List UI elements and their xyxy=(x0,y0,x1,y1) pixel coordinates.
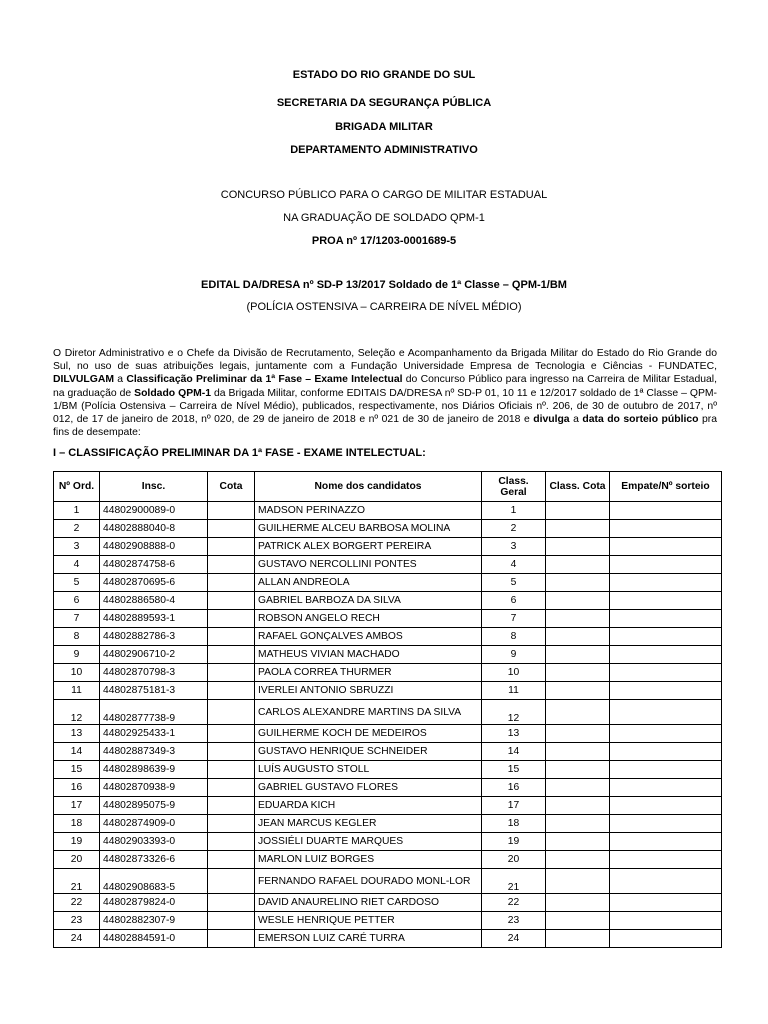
table-row xyxy=(54,815,722,833)
table-row xyxy=(54,664,722,682)
cell-nome: GUILHERME KOCH DE MEDEIROS xyxy=(255,725,482,743)
cell-empate xyxy=(610,743,722,761)
cell-insc: 44802895075-9 xyxy=(100,797,208,815)
cell-empate xyxy=(610,851,722,869)
intro-paragraph: O Diretor Administrativo e o Chefe da Divisão de Recrutamento, Seleção e Acompanhamento da Brigada Militar do Estado do Rio Grande do Sul, no uso de suas atribuições legais, juntamente com a Fundação Universidade Empresa de Tecnologia e Ciências - FUNDATEC, DILVULGAM a Classificação Preliminar da 1ª Fase – Exame Intelectual do Concurso Público para ingresso na Carreira de Militar Estadual, na graduação de Soldado QPM-1 da Brigada Militar, conforme EDITAIS DA/DRESA nº SD-P 01, 10 11 e 12/2017 soldado de 1ª Classe – QPM-1/BM (Polícia Ostensiva – Carreira de Nível Médio), publicados, respectivamente, nos Diários Oficiais nº. 206, de 30 de outubro de 2017, nº 012, de 17 de janeiro de 2018, nº 020, de 29 de janeiro de 2018 e nº 021 de 30 de janeiro de 2018 e divulga a data do sorteio público pra fins de desempate: xyxy=(53,348,717,439)
cell-insc: 44802884591-0 xyxy=(100,930,208,948)
cell-ccota xyxy=(546,833,610,851)
classification-table xyxy=(53,471,722,948)
cell-geral: 23 xyxy=(482,912,546,930)
cell-ord: 14 xyxy=(54,743,100,761)
cell-geral: 20 xyxy=(482,851,546,869)
cell-insc: 44802870695-6 xyxy=(100,574,208,592)
cell-cota xyxy=(208,538,255,556)
table-row xyxy=(54,779,722,797)
cell-nome: WESLE HENRIQUE PETTER xyxy=(255,912,482,930)
cell-ord: 23 xyxy=(54,912,100,930)
cell-ord: 10 xyxy=(54,664,100,682)
cell-ccota xyxy=(546,743,610,761)
section-title: I – CLASSIFICAÇÃO PRELIMINAR DA 1ª FASE - EXAME INTELECTUAL: xyxy=(53,447,426,459)
cell-cota xyxy=(208,894,255,912)
cell-cota xyxy=(208,520,255,538)
cell-ccota xyxy=(546,682,610,700)
table-row xyxy=(54,700,722,725)
cell-cota xyxy=(208,682,255,700)
cell-nome: IVERLEI ANTONIO SBRUZZI xyxy=(255,682,482,700)
cell-ccota xyxy=(546,556,610,574)
cell-geral: 15 xyxy=(482,761,546,779)
cell-empate xyxy=(610,700,722,725)
cell-ccota xyxy=(546,930,610,948)
cell-ord: 8 xyxy=(54,628,100,646)
cell-ord: 17 xyxy=(54,797,100,815)
table-row xyxy=(54,869,722,894)
cell-nome: GUSTAVO HENRIQUE SCHNEIDER xyxy=(255,743,482,761)
cell-nome: FERNANDO RAFAEL DOURADO MONL-LOR xyxy=(255,869,482,894)
cell-ord: 9 xyxy=(54,646,100,664)
cell-nome: CARLOS ALEXANDRE MARTINS DA SILVA xyxy=(255,700,482,725)
cell-insc: 44802882786-3 xyxy=(100,628,208,646)
cell-ord: 1 xyxy=(54,502,100,520)
cell-empate xyxy=(610,779,722,797)
cell-cota xyxy=(208,574,255,592)
cell-cota xyxy=(208,592,255,610)
cell-insc: 44802908888-0 xyxy=(100,538,208,556)
table-row xyxy=(54,725,722,743)
cell-cota xyxy=(208,930,255,948)
cell-ord: 22 xyxy=(54,894,100,912)
cell-cota xyxy=(208,502,255,520)
cell-nome: ROBSON ANGELO RECH xyxy=(255,610,482,628)
header-cota: Cota xyxy=(208,472,255,502)
cell-nome: MADSON PERINAZZO xyxy=(255,502,482,520)
cell-ccota xyxy=(546,700,610,725)
cell-ord: 21 xyxy=(54,869,100,894)
table-row xyxy=(54,592,722,610)
cell-ccota xyxy=(546,761,610,779)
header-insc: Insc. xyxy=(100,472,208,502)
cell-cota xyxy=(208,610,255,628)
table-row xyxy=(54,833,722,851)
concurso-line-2: NA GRADUAÇÃO DE SOLDADO QPM-1 xyxy=(283,212,485,224)
state-title: ESTADO DO RIO GRANDE DO SUL xyxy=(292,69,476,81)
brigade-title: BRIGADA MILITAR xyxy=(335,121,433,133)
table-header-row xyxy=(54,472,722,502)
cell-ccota xyxy=(546,520,610,538)
cell-nome: MATHEUS VIVIAN MACHADO xyxy=(255,646,482,664)
cell-insc: 44802870938-9 xyxy=(100,779,208,797)
cell-nome: EMERSON LUIZ CARÉ TURRA xyxy=(255,930,482,948)
cell-ord: 13 xyxy=(54,725,100,743)
cell-cota xyxy=(208,664,255,682)
cell-empate xyxy=(610,664,722,682)
header-empate: Empate/Nº sorteio xyxy=(610,472,722,502)
header-class-cota: Class. Cota xyxy=(546,472,610,502)
table-row xyxy=(54,743,722,761)
cell-ord: 4 xyxy=(54,556,100,574)
secretariat-title: SECRETARIA DA SEGURANÇA PÚBLICA xyxy=(276,97,492,109)
cell-nome: LUÍS AUGUSTO STOLL xyxy=(255,761,482,779)
cell-cota xyxy=(208,815,255,833)
cell-insc: 44802873326-6 xyxy=(100,851,208,869)
cell-cota xyxy=(208,869,255,894)
cell-insc: 44802888040-8 xyxy=(100,520,208,538)
cell-empate xyxy=(610,538,722,556)
cell-geral: 7 xyxy=(482,610,546,628)
cell-nome: GABRIEL GUSTAVO FLORES xyxy=(255,779,482,797)
cell-empate xyxy=(610,628,722,646)
cell-geral: 10 xyxy=(482,664,546,682)
cell-empate xyxy=(610,761,722,779)
cell-empate xyxy=(610,682,722,700)
cell-ord: 2 xyxy=(54,520,100,538)
cell-geral: 4 xyxy=(482,556,546,574)
cell-ccota xyxy=(546,725,610,743)
cell-geral: 1 xyxy=(482,502,546,520)
cell-insc: 44802886580-4 xyxy=(100,592,208,610)
cell-insc: 44802900089-0 xyxy=(100,502,208,520)
cell-nome: PATRICK ALEX BORGERT PEREIRA xyxy=(255,538,482,556)
cell-ord: 18 xyxy=(54,815,100,833)
cell-nome: GUSTAVO NERCOLLINI PONTES xyxy=(255,556,482,574)
cell-ccota xyxy=(546,610,610,628)
cell-ccota xyxy=(546,502,610,520)
cell-cota xyxy=(208,779,255,797)
header-class-geral: Class. Geral xyxy=(482,472,546,502)
cell-ord: 24 xyxy=(54,930,100,948)
cell-ccota xyxy=(546,815,610,833)
table-row xyxy=(54,912,722,930)
header-nome: Nome dos candidatos xyxy=(255,472,482,502)
cell-ord: 20 xyxy=(54,851,100,869)
table-row xyxy=(54,894,722,912)
cell-cota xyxy=(208,556,255,574)
cell-empate xyxy=(610,574,722,592)
cell-nome: GUILHERME ALCEU BARBOSA MOLINA xyxy=(255,520,482,538)
cell-ord: 16 xyxy=(54,779,100,797)
cell-geral: 8 xyxy=(482,628,546,646)
cell-cota xyxy=(208,833,255,851)
cell-insc: 44802875181-3 xyxy=(100,682,208,700)
cell-empate xyxy=(610,797,722,815)
cell-geral: 22 xyxy=(482,894,546,912)
cell-empate xyxy=(610,912,722,930)
cell-nome: RAFAEL GONÇALVES AMBOS xyxy=(255,628,482,646)
cell-cota xyxy=(208,743,255,761)
table-row xyxy=(54,646,722,664)
edital-subtitle: (POLÍCIA OSTENSIVA – CARREIRA DE NÍVEL MÉDIO) xyxy=(246,301,522,313)
cell-geral: 6 xyxy=(482,592,546,610)
cell-empate xyxy=(610,592,722,610)
cell-ord: 15 xyxy=(54,761,100,779)
cell-insc: 44802898639-9 xyxy=(100,761,208,779)
cell-geral: 11 xyxy=(482,682,546,700)
cell-nome: EDUARDA KICH xyxy=(255,797,482,815)
cell-empate xyxy=(610,930,722,948)
cell-nome: DAVID ANAURELINO RIET CARDOSO xyxy=(255,894,482,912)
table-row xyxy=(54,761,722,779)
cell-insc: 44802877738-9 xyxy=(100,700,208,725)
cell-nome: PAOLA CORREA THURMER xyxy=(255,664,482,682)
cell-empate xyxy=(610,725,722,743)
table-row xyxy=(54,930,722,948)
cell-ord: 12 xyxy=(54,700,100,725)
cell-geral: 21 xyxy=(482,869,546,894)
cell-geral: 18 xyxy=(482,815,546,833)
header-ord: Nº Ord. xyxy=(54,472,100,502)
cell-empate xyxy=(610,815,722,833)
cell-empate xyxy=(610,646,722,664)
table-row xyxy=(54,556,722,574)
table-row xyxy=(54,628,722,646)
cell-cota xyxy=(208,851,255,869)
cell-ccota xyxy=(546,797,610,815)
cell-geral: 3 xyxy=(482,538,546,556)
cell-geral: 2 xyxy=(482,520,546,538)
cell-geral: 12 xyxy=(482,700,546,725)
cell-geral: 19 xyxy=(482,833,546,851)
cell-cota xyxy=(208,628,255,646)
cell-empate xyxy=(610,610,722,628)
cell-nome: GABRIEL BARBOZA DA SILVA xyxy=(255,592,482,610)
table-row xyxy=(54,520,722,538)
cell-ccota xyxy=(546,574,610,592)
cell-nome: JOSSIÉLI DUARTE MARQUES xyxy=(255,833,482,851)
cell-empate xyxy=(610,833,722,851)
cell-ccota xyxy=(546,664,610,682)
cell-geral: 24 xyxy=(482,930,546,948)
cell-empate xyxy=(610,894,722,912)
table-row xyxy=(54,538,722,556)
cell-insc: 44802908683-5 xyxy=(100,869,208,894)
cell-insc: 44802903393-0 xyxy=(100,833,208,851)
proa-number: PROA nº 17/1203-0001689-5 xyxy=(311,235,457,247)
cell-ccota xyxy=(546,912,610,930)
cell-cota xyxy=(208,725,255,743)
cell-ccota xyxy=(546,538,610,556)
cell-insc: 44802879824-0 xyxy=(100,894,208,912)
cell-geral: 13 xyxy=(482,725,546,743)
cell-insc: 44802882307-9 xyxy=(100,912,208,930)
cell-ccota xyxy=(546,869,610,894)
cell-ccota xyxy=(546,646,610,664)
table-row xyxy=(54,502,722,520)
cell-geral: 14 xyxy=(482,743,546,761)
cell-cota xyxy=(208,646,255,664)
cell-cota xyxy=(208,912,255,930)
cell-geral: 5 xyxy=(482,574,546,592)
concurso-line-1: CONCURSO PÚBLICO PARA O CARGO DE MILITAR ESTADUAL xyxy=(220,189,548,201)
cell-ccota xyxy=(546,592,610,610)
cell-ord: 6 xyxy=(54,592,100,610)
cell-insc: 44802925433-1 xyxy=(100,725,208,743)
cell-insc: 44802870798-3 xyxy=(100,664,208,682)
cell-insc: 44802906710-2 xyxy=(100,646,208,664)
cell-empate xyxy=(610,502,722,520)
cell-ccota xyxy=(546,851,610,869)
cell-insc: 44802874909-0 xyxy=(100,815,208,833)
cell-empate xyxy=(610,556,722,574)
cell-ord: 5 xyxy=(54,574,100,592)
edital-title: EDITAL DA/DRESA nº SD-P 13/2017 Soldado de 1ª Classe – QPM-1/BM xyxy=(201,279,567,291)
cell-nome: JEAN MARCUS KEGLER xyxy=(255,815,482,833)
cell-geral: 16 xyxy=(482,779,546,797)
department-title: DEPARTAMENTO ADMINISTRATIVO xyxy=(290,144,478,156)
cell-empate xyxy=(610,869,722,894)
table-row xyxy=(54,851,722,869)
cell-insc: 44802887349-3 xyxy=(100,743,208,761)
cell-ccota xyxy=(546,779,610,797)
cell-ccota xyxy=(546,894,610,912)
cell-ccota xyxy=(546,628,610,646)
table-row xyxy=(54,797,722,815)
cell-geral: 17 xyxy=(482,797,546,815)
cell-geral: 9 xyxy=(482,646,546,664)
cell-cota xyxy=(208,700,255,725)
cell-nome: ALLAN ANDREOLA xyxy=(255,574,482,592)
cell-empate xyxy=(610,520,722,538)
cell-cota xyxy=(208,797,255,815)
cell-insc: 44802874758-6 xyxy=(100,556,208,574)
cell-cota xyxy=(208,761,255,779)
cell-ord: 19 xyxy=(54,833,100,851)
cell-nome: MARLON LUIZ BORGES xyxy=(255,851,482,869)
cell-insc: 44802889593-1 xyxy=(100,610,208,628)
table-row xyxy=(54,610,722,628)
table-row xyxy=(54,574,722,592)
cell-ord: 3 xyxy=(54,538,100,556)
cell-ord: 11 xyxy=(54,682,100,700)
table-row xyxy=(54,682,722,700)
cell-ord: 7 xyxy=(54,610,100,628)
